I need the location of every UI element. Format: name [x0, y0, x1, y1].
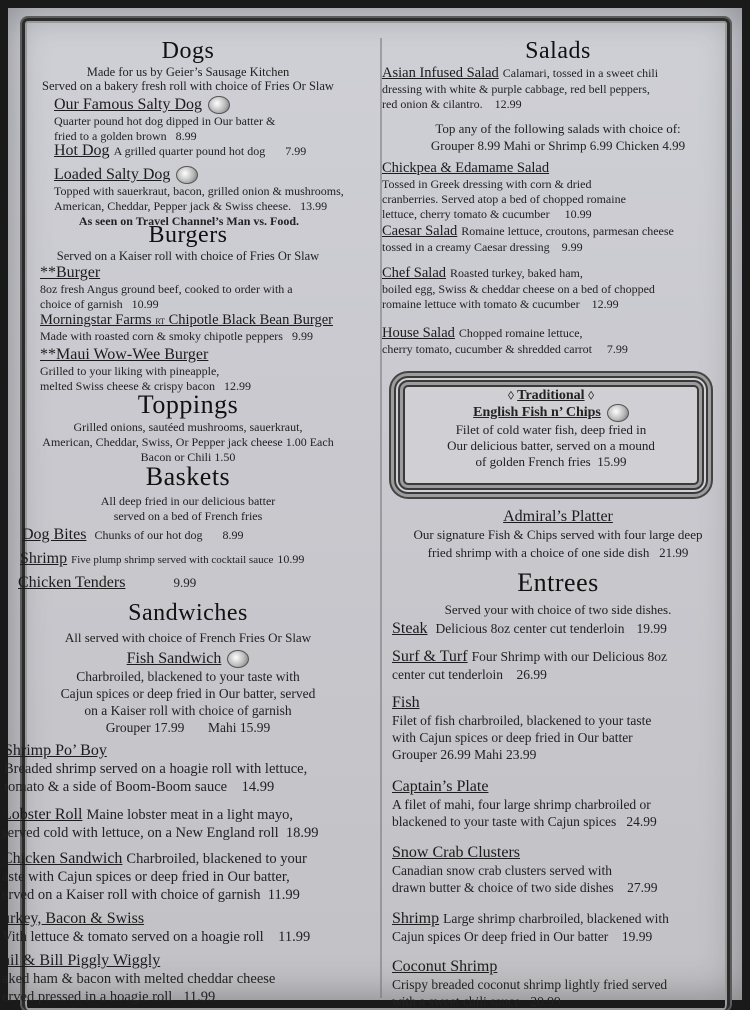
- item-price: 12.99: [494, 97, 522, 111]
- fish-chips-title-1: Traditional: [517, 388, 585, 403]
- item-title: Morningstar Farms: [40, 312, 152, 328]
- item-title: Asian Infused Salad: [382, 65, 499, 81]
- item-price: 14.99: [241, 779, 275, 795]
- item-desc: Five plump shrimp served with cocktail sauce: [71, 554, 274, 566]
- entree-item-fish: [392, 694, 732, 763]
- baskets-heading: Baskets: [145, 462, 231, 491]
- item-desc: Roasted turkey, baked ham,: [450, 266, 583, 280]
- item-desc: A grilled quarter pound hot dog: [113, 144, 266, 158]
- item-title: **Maui Wow-Wee Burger: [40, 346, 209, 363]
- fish-chips-box: [394, 376, 708, 494]
- item-desc: A filet of mahi, four large shrimp charbroiled or: [392, 797, 651, 812]
- entrees-subtitle: Served your with choice of two side dishes.: [444, 602, 672, 617]
- pig-icon: [176, 166, 198, 184]
- item-title: Shrimp: [20, 550, 68, 567]
- item-desc: Chopped romaine lettuce,: [458, 326, 583, 340]
- item-desc: fried shrimp with a choice of one side dish: [427, 545, 650, 560]
- sandwich-item-lobster: [2, 806, 368, 842]
- salads-heading: Salads: [525, 38, 591, 64]
- item-price: 8.99: [175, 129, 197, 144]
- item-title: Caesar Salad: [382, 223, 458, 239]
- item-desc: Maine lobster meat in a light mayo,: [86, 807, 294, 823]
- item-desc: erved pressed in a hoagie roll: [2, 989, 173, 1005]
- item-desc: center cut tenderloin: [392, 667, 503, 682]
- salad-item-chef: [382, 264, 732, 312]
- item-title: Admiral’s Platter: [503, 508, 613, 525]
- item-desc: choice of garnish: [40, 297, 123, 311]
- fish-chips-price: 15.99: [597, 454, 627, 469]
- item-title: Lobster Roll: [2, 806, 83, 823]
- item-desc: Breaded shrimp served on a hoagie roll with lettuce,: [4, 761, 308, 777]
- item-desc: Canadian snow crab clusters served with: [392, 863, 613, 878]
- entrees-heading: Entrees: [517, 568, 599, 597]
- item-price: 27.99: [627, 880, 658, 895]
- burger-item-maui: [40, 346, 362, 394]
- item-price: 9.99: [173, 575, 197, 590]
- dog-item-loaded: [54, 166, 364, 229]
- item-price: 9.99: [561, 240, 583, 254]
- fish-chips-desc-3: of golden French fries: [475, 454, 591, 469]
- baskets-subtitle-1: All deep fried in our delicious batter: [100, 494, 276, 508]
- item-title: urkey, Bacon & Swiss: [2, 910, 145, 927]
- item-title: House Salad: [382, 325, 455, 341]
- dog-item-hotdog: [54, 142, 364, 160]
- item-title: Chicken Tenders: [18, 574, 126, 591]
- item-price: 21.99: [659, 545, 689, 560]
- burger-item-morningstar: [40, 312, 362, 344]
- diamond-icon: ◊: [588, 388, 595, 403]
- sandwich-item-poboy: [4, 742, 368, 796]
- fish-chips-content: [400, 388, 702, 470]
- item-price-grouper: Grouper 17.99: [105, 720, 185, 736]
- entree-item-snowcrab: [392, 844, 732, 896]
- item-desc: Calamari, tossed in a sweet chili: [502, 66, 659, 80]
- item-title: Dog Bites: [22, 526, 87, 543]
- item-price: 18.99: [285, 825, 319, 841]
- item-desc: Quarter pound hot dog dipped in Our batter &: [54, 114, 276, 129]
- toppings-heading: Toppings: [137, 390, 239, 419]
- sandwiches-subtitle: All served with choice of French Fries Or Slaw: [64, 630, 312, 645]
- item-desc: Large shrimp charbroiled, blackened with: [443, 911, 669, 926]
- item-price: 9.99: [291, 329, 313, 343]
- dogs-heading: Dogs: [161, 38, 215, 64]
- item-desc: tomato & a side of Boom-Boom sauce: [4, 779, 228, 795]
- entree-item-surfturf: [392, 648, 732, 683]
- item-price: 19.99: [621, 929, 653, 944]
- item-desc: Four Shrimp with our Delicious 8oz: [471, 649, 667, 664]
- pig-icon: [227, 650, 249, 668]
- item-desc: Filet of fish charbroiled, blackened to your taste: [392, 713, 652, 728]
- item-desc: lettuce, cherry tomato & cucumber: [382, 207, 550, 221]
- pig-icon: [607, 404, 629, 422]
- item-desc: Cajun spices Or deep fried in Our batter: [392, 929, 609, 944]
- item-title: Chef Salad: [382, 265, 447, 281]
- item-desc: with a sweet chili sauce: [392, 994, 521, 1009]
- basket-item-shrimp: [20, 550, 364, 568]
- item-desc: Vith lettuce & tomato served on a hoagie roll: [2, 929, 264, 945]
- item-desc: erved on a Kaiser roll with choice of garnish: [2, 887, 261, 903]
- burgers-heading: Burgers: [148, 222, 228, 248]
- pig-icon: [208, 96, 230, 114]
- topany-line-2: Grouper 8.99 Mahi or Shrimp 6.99 Chicken 4.99: [430, 138, 686, 153]
- salad-item-asian: [382, 64, 732, 112]
- item-price-mahi: Mahi 15.99: [208, 720, 271, 736]
- burgers-subtitle: Served on a Kaiser roll with choice of Fries Or Slaw: [56, 249, 320, 263]
- item-title: Shrimp Po’ Boy: [4, 742, 107, 759]
- item-desc: Crispy breaded coconut shrimp lightly fried served: [392, 977, 668, 992]
- item-desc: cranberries. Served atop a bed of chopped romaine: [382, 192, 626, 206]
- item-price: 11.99: [267, 887, 300, 903]
- basket-item-dogbites: [22, 526, 362, 544]
- item-price: 26.99: [516, 667, 547, 682]
- item-title: Fish Sandwich: [126, 650, 222, 667]
- item-desc: Delicious 8oz center cut tenderloin: [435, 621, 625, 636]
- item-desc: Cajun spices or deep fried in Our batter, served: [60, 686, 316, 702]
- item-title: Snow Crab Clusters: [392, 844, 520, 861]
- item-desc: dressing with white & purple cabbage, red bell peppers,: [382, 82, 650, 96]
- item-desc: American, Cheddar, Pepper jack & Swiss cheese.: [54, 199, 292, 214]
- sandwich-item-piggly: [2, 952, 368, 1006]
- item-price: 12.99: [223, 379, 251, 393]
- dog-item-salty: [54, 96, 364, 144]
- item-title: hil & Bill Piggly Wiggly: [2, 952, 161, 969]
- toppings-line-2: American, Cheddar, Swiss, Or Pepper jack cheese 1.00 Each: [42, 435, 334, 449]
- item-title: Fish: [392, 694, 420, 711]
- item-title: Loaded Salty Dog: [54, 166, 171, 183]
- item-title: **Burger: [40, 264, 101, 281]
- item-desc: 8oz fresh Angus ground beef, cooked to order with a: [40, 282, 293, 296]
- fish-chips-title-2: English Fish n’ Chips: [473, 405, 601, 421]
- item-title: Steak: [392, 620, 428, 637]
- item-title: Coconut Shrimp: [392, 958, 498, 975]
- item-desc: Grilled to your liking with pineapple,: [40, 364, 220, 378]
- item-desc: romaine lettuce with tomato & cucumber: [382, 297, 580, 311]
- item-desc: Grouper 26.99 Mahi 23.99: [392, 747, 537, 762]
- baskets-subtitle-2: served on a bed of French fries: [113, 509, 263, 523]
- item-desc: served cold with lettuce, on a New England roll: [2, 825, 279, 841]
- item-desc: Charbroiled, blackened to your: [126, 851, 307, 867]
- item-desc: Chunks of our hot dog: [94, 528, 203, 542]
- item-title-mark: RT: [155, 317, 165, 326]
- item-desc: red onion & cilantro.: [382, 97, 483, 111]
- menu-page: [2, 8, 742, 1009]
- item-desc: Romaine lettuce, croutons, parmesan cheese: [461, 224, 674, 238]
- item-price: 11.99: [183, 989, 216, 1005]
- item-title: Chicken Sandwich: [2, 850, 123, 867]
- item-desc: Tossed in Greek dressing with corn & dried: [382, 177, 592, 191]
- item-desc: tossed in a creamy Caesar dressing: [382, 240, 550, 254]
- item-price: 10.99: [277, 552, 305, 566]
- item-price: 19.99: [636, 621, 667, 636]
- item-desc: blackened to your taste with Cajun spices: [392, 814, 617, 829]
- salad-item-chickpea: [382, 160, 732, 222]
- item-title: Surf & Turf: [392, 648, 468, 665]
- item-desc: Made with roasted corn & smoky chipotle peppers: [40, 329, 283, 343]
- toppings-line-3: Bacon or Chili 1.50: [140, 450, 236, 464]
- item-desc: melted Swiss cheese & crispy bacon: [40, 379, 215, 393]
- dogs-subtitle-2: Served on a bakery fresh roll with choice of Fries Or Slaw: [42, 79, 334, 93]
- item-desc: cherry tomato, cucumber & shredded carrot: [382, 342, 592, 356]
- topany-line-1: Top any of the following salads with choice of:: [435, 121, 681, 136]
- item-desc: drawn butter & choice of two side dishes: [392, 880, 614, 895]
- entree-item-coconut: [392, 958, 732, 1010]
- item-desc: aked ham & bacon with melted cheddar cheese: [2, 971, 276, 987]
- entree-item-steak: [392, 620, 732, 638]
- item-desc: boiled egg, Swiss & cheddar cheese on a bed of chopped: [382, 282, 655, 296]
- salad-item-caesar: [382, 222, 732, 255]
- item-price: 11.99: [278, 929, 311, 945]
- item-note: As seen on Travel Channel’s Man vs. Food.: [78, 214, 300, 229]
- item-desc: Topped with sauerkraut, bacon, grilled onion & mushrooms,: [54, 184, 344, 199]
- item-price: 13.99: [300, 199, 328, 214]
- item-price: 10.99: [131, 297, 159, 311]
- item-price: 12.99: [591, 297, 619, 311]
- item-price: 7.99: [606, 342, 628, 356]
- item-desc: Charbroiled, blackened to your taste with: [76, 669, 300, 685]
- entree-item-captain: [392, 778, 732, 830]
- salad-item-house: [382, 324, 732, 357]
- burger-item-burger: [40, 264, 360, 312]
- item-price: 24.99: [626, 814, 657, 829]
- item-price: 20.99: [530, 994, 561, 1009]
- item-title: Our Famous Salty Dog: [54, 96, 202, 113]
- fish-chips-desc-1: Filet of cold water fish, deep fried in: [455, 422, 647, 437]
- item-price: 7.99: [285, 144, 307, 158]
- item-desc: with Cajun spices or deep fried in Our batter: [392, 730, 633, 745]
- basket-item-tenders: [18, 574, 358, 592]
- sandwich-item-chicken: [2, 850, 368, 904]
- item-title: Chickpea & Edamame Salad: [382, 160, 550, 176]
- item-price: 8.99: [222, 528, 244, 542]
- diamond-icon: ◊: [507, 388, 514, 403]
- item-desc: on a Kaiser roll with choice of garnish: [84, 703, 292, 719]
- toppings-line-1: Grilled onions, sautéed mushrooms, sauerkraut,: [73, 420, 303, 434]
- item-price: 10.99: [564, 207, 592, 221]
- dogs-subtitle-1: Made for us by Geier’s Sausage Kitchen: [86, 65, 290, 79]
- sandwich-item-turkey: [2, 910, 368, 946]
- fish-chips-desc-2: Our delicious batter, served on a mound: [447, 438, 655, 453]
- item-title-2: Chipotle Black Bean Burger: [168, 312, 333, 328]
- item-desc: Our signature Fish & Chips served with four large deep: [413, 527, 703, 542]
- item-title: Hot Dog: [54, 142, 110, 159]
- salad-topping-note: [382, 120, 734, 154]
- entree-item-shrimp: [392, 910, 732, 945]
- item-desc: fried to a golden brown: [54, 129, 167, 144]
- item-title: Captain’s Plate: [392, 778, 489, 795]
- fish-sandwich: [8, 650, 368, 736]
- item-title: Shrimp: [392, 910, 440, 927]
- item-desc: aste with Cajun spices or deep fried in Our batter,: [2, 869, 290, 885]
- sandwiches-heading: Sandwiches: [128, 600, 248, 626]
- admiral-platter: [382, 508, 734, 562]
